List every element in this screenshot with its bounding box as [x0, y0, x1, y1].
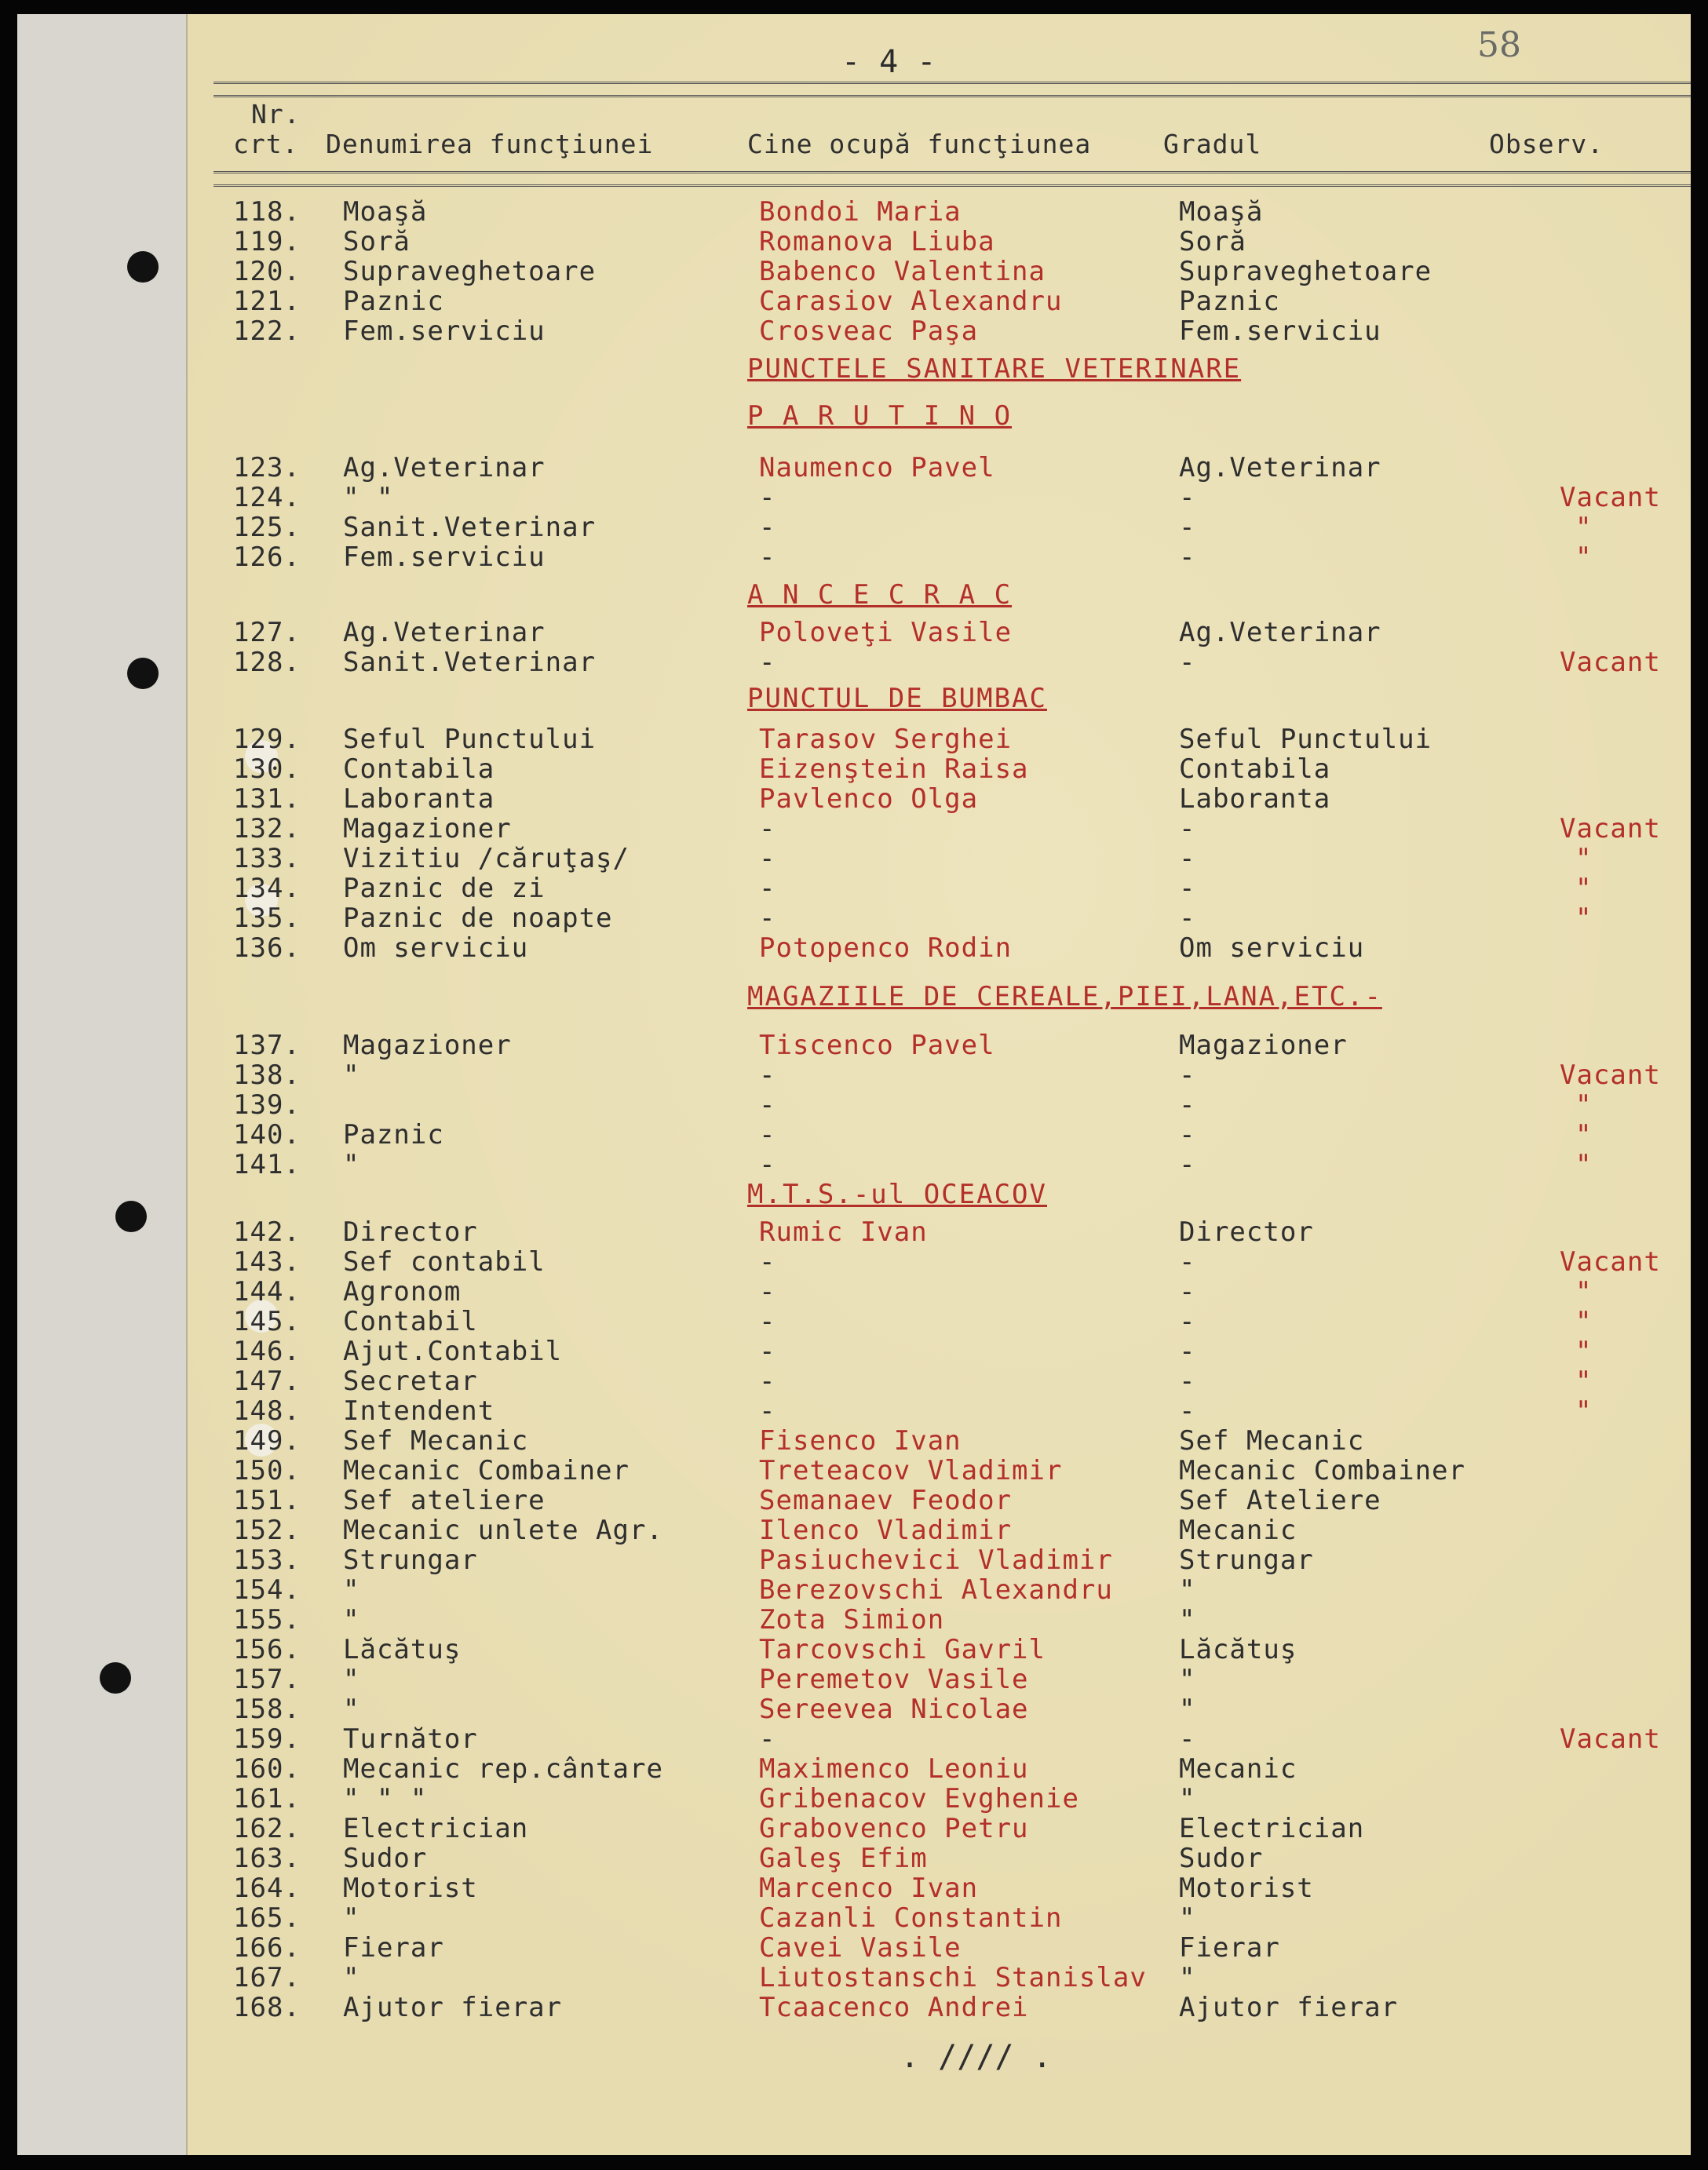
grade: Sef Mecanic — [1179, 1425, 1365, 1457]
row-number: 161. — [233, 1783, 301, 1814]
holder-name: Cazanli Constantin — [759, 1902, 1063, 1934]
function-name: Paznic — [343, 1119, 444, 1151]
function-name: Sudor — [343, 1843, 428, 1874]
grade: Laboranta — [1179, 783, 1331, 815]
grade: - — [1179, 1276, 1196, 1307]
holder-name: Semanaev Feodor — [759, 1485, 1013, 1516]
function-name: Sanit.Veterinar — [343, 647, 597, 678]
holder-name: Cavei Vasile — [759, 1932, 962, 1964]
row-number: 119. — [233, 226, 301, 257]
footer-mark: . //// . — [900, 2039, 1052, 2075]
table-row — [233, 1030, 1677, 1059]
function-name: Agronom — [343, 1276, 462, 1307]
grade: - — [1179, 542, 1196, 573]
header-crt: crt. — [233, 129, 299, 159]
holder-name: Ilenco Vladimir — [759, 1515, 1013, 1546]
grade: - — [1179, 1723, 1196, 1755]
function-name: " — [343, 1574, 360, 1606]
punch-hole — [115, 1201, 147, 1232]
holder-name: Poloveţi Vasile — [759, 617, 1013, 648]
grade: - — [1179, 647, 1196, 678]
table-row — [233, 1694, 1677, 1723]
grade: - — [1179, 903, 1196, 934]
table-row — [233, 1574, 1677, 1604]
table-row — [233, 1366, 1677, 1395]
function-name: " — [343, 1694, 360, 1725]
function-name: Paznic de zi — [343, 873, 546, 904]
row-number: 143. — [233, 1246, 301, 1278]
row-number: 140. — [233, 1119, 301, 1151]
grade: " — [1179, 1574, 1196, 1606]
holder-name: Crosveac Paşa — [759, 315, 979, 347]
grade: - — [1179, 1395, 1196, 1427]
table-row — [233, 1306, 1677, 1336]
table-row — [233, 512, 1677, 542]
function-name: " — [343, 1604, 360, 1636]
grade: Sudor — [1179, 1843, 1264, 1874]
grade: Fem.serviciu — [1179, 315, 1381, 347]
observation: " — [1575, 843, 1593, 874]
row-number: 162. — [233, 1813, 301, 1844]
observation: " — [1575, 1089, 1593, 1121]
observation: Vacant — [1560, 813, 1661, 844]
function-name: Contabil — [343, 1306, 478, 1337]
holder-name: Tiscenco Pavel — [759, 1030, 995, 1061]
observation: Vacant — [1560, 1246, 1661, 1278]
grade: Ag.Veterinar — [1179, 452, 1381, 483]
holder-name: - — [759, 1366, 776, 1397]
grade: Motorist — [1179, 1873, 1314, 1904]
function-name: Sef contabil — [343, 1246, 546, 1278]
holder-name: Pavlenco Olga — [759, 783, 979, 815]
table-row — [233, 226, 1677, 256]
table-row — [233, 1723, 1677, 1753]
grade: Magazioner — [1179, 1030, 1348, 1061]
row-number: 118. — [233, 196, 301, 228]
holder-name: - — [759, 542, 776, 573]
row-number: 145. — [233, 1306, 301, 1337]
function-name: Ag.Veterinar — [343, 452, 546, 483]
holder-name: Galeş Efim — [759, 1843, 928, 1874]
row-number: 134. — [233, 873, 301, 904]
section-heading: MAGAZIILE DE CEREALE,PIEI,LANA,ETC.- — [747, 981, 1382, 1012]
table-row — [233, 1813, 1677, 1843]
function-name: Magazioner — [343, 813, 512, 844]
row-number: 158. — [233, 1694, 301, 1725]
holder-name: - — [759, 512, 776, 543]
function-name: Secretar — [343, 1366, 478, 1397]
header-holder: Cine ocupă funcţiunea — [747, 129, 1092, 159]
punch-hole — [100, 1662, 131, 1694]
header-observations: Observ. — [1489, 129, 1604, 159]
row-number: 153. — [233, 1545, 301, 1576]
observation: Vacant — [1560, 647, 1661, 678]
holder-name: Carasiov Alexandru — [759, 286, 1063, 317]
function-name: Vizitiu /căruţaş/ — [343, 843, 630, 874]
row-number: 141. — [233, 1149, 301, 1180]
grade: - — [1179, 813, 1196, 844]
section-heading: PUNCTELE SANITARE VETERINARE — [747, 353, 1242, 385]
grade: Mecanic Combainer — [1179, 1455, 1465, 1486]
grade: - — [1179, 1119, 1196, 1151]
table-row — [233, 783, 1677, 813]
row-number: 131. — [233, 783, 301, 815]
observation: " — [1575, 1366, 1593, 1397]
grade: Seful Punctului — [1179, 724, 1432, 755]
grade: - — [1179, 873, 1196, 904]
table-row — [233, 1634, 1677, 1664]
observation: " — [1575, 1306, 1593, 1337]
observation: " — [1575, 542, 1593, 573]
function-name: Ag.Veterinar — [343, 617, 546, 648]
row-number: 125. — [233, 512, 301, 543]
grade: - — [1179, 512, 1196, 543]
function-name: Turnător — [343, 1723, 478, 1755]
grade: - — [1179, 1246, 1196, 1278]
observation: " — [1575, 1395, 1593, 1427]
holder-name: - — [759, 873, 776, 904]
observation: " — [1575, 1336, 1593, 1367]
table-row — [233, 724, 1677, 753]
row-number: 146. — [233, 1336, 301, 1367]
function-name: Strungar — [343, 1545, 478, 1576]
holder-name: - — [759, 903, 776, 934]
table-row — [233, 1089, 1677, 1119]
grade: Om serviciu — [1179, 932, 1365, 964]
observation: " — [1575, 512, 1593, 543]
row-number: 129. — [233, 724, 301, 755]
holder-name: Potopenco Rodin — [759, 932, 1013, 964]
grade: Director — [1179, 1216, 1314, 1248]
table-row — [233, 1216, 1677, 1246]
table-row — [233, 256, 1677, 286]
grade: Supraveghetoare — [1179, 256, 1432, 287]
row-number: 154. — [233, 1574, 301, 1606]
function-name: Electrician — [343, 1813, 529, 1844]
holder-name: Tcaacenco Andrei — [759, 1992, 1029, 2023]
grade: " — [1179, 1902, 1196, 1934]
function-name: Contabila — [343, 753, 495, 785]
grade: Ag.Veterinar — [1179, 617, 1381, 648]
row-number: 147. — [233, 1366, 301, 1397]
table-row — [233, 1059, 1677, 1089]
holder-name: - — [759, 1246, 776, 1278]
function-name: Laboranta — [343, 783, 495, 815]
table-row — [233, 1485, 1677, 1515]
function-name: Motorist — [343, 1873, 478, 1904]
table-row — [233, 196, 1677, 226]
row-number: 160. — [233, 1753, 301, 1785]
row-number: 149. — [233, 1425, 301, 1457]
row-number: 166. — [233, 1932, 301, 1964]
table-row — [233, 1425, 1677, 1455]
table-row — [233, 1783, 1677, 1813]
archive-mark: 58 — [1477, 25, 1521, 65]
table-row — [233, 1395, 1677, 1425]
punch-hole — [127, 251, 159, 283]
table-row — [233, 1119, 1677, 1149]
table-row — [233, 1992, 1677, 2022]
row-number: 128. — [233, 647, 301, 678]
function-name: Mecanic unlete Agr. — [343, 1515, 663, 1546]
table-row — [233, 1276, 1677, 1306]
grade: - — [1179, 1059, 1196, 1091]
grade: - — [1179, 1336, 1196, 1367]
holder-name: - — [759, 1149, 776, 1180]
row-number: 168. — [233, 1992, 301, 2023]
function-name: Supraveghetoare — [343, 256, 597, 287]
holder-name: Romanova Liuba — [759, 226, 995, 257]
header-rule-top — [214, 82, 1691, 97]
row-number: 126. — [233, 542, 301, 573]
grade: - — [1179, 1306, 1196, 1337]
holder-name: Sereevea Nicolae — [759, 1694, 1029, 1725]
holder-name: - — [759, 1336, 776, 1367]
function-name: " " — [343, 482, 394, 513]
function-name: Moaşă — [343, 196, 428, 228]
header-rule-bottom — [214, 171, 1691, 187]
table-row — [233, 1515, 1677, 1545]
row-number: 142. — [233, 1216, 301, 1248]
holder-name: Grabovenco Petru — [759, 1813, 1029, 1844]
grade: - — [1179, 1149, 1196, 1180]
holder-name: Tarasov Serghei — [759, 724, 1013, 755]
table-row — [233, 452, 1677, 482]
row-number: 139. — [233, 1089, 301, 1121]
grade: - — [1179, 843, 1196, 874]
table-row — [233, 1149, 1677, 1179]
holder-name: - — [759, 1306, 776, 1337]
row-number: 138. — [233, 1059, 301, 1091]
grade: Moaşă — [1179, 196, 1264, 228]
observation: Vacant — [1560, 1059, 1661, 1091]
holder-name: Maximenco Leoniu — [759, 1753, 1029, 1785]
section-heading: PUNCTUL DE BUMBAC — [747, 683, 1047, 714]
table-row — [233, 315, 1677, 345]
table-row — [233, 873, 1677, 903]
function-name: " — [343, 1059, 360, 1091]
grade: Sef Ateliere — [1179, 1485, 1381, 1516]
row-number: 135. — [233, 903, 301, 934]
table-row — [233, 1604, 1677, 1634]
binding-strip — [17, 14, 188, 2155]
observation: " — [1575, 873, 1593, 904]
row-number: 150. — [233, 1455, 301, 1486]
holder-name: - — [759, 1395, 776, 1427]
function-name: Fem.serviciu — [343, 315, 546, 347]
table-row — [233, 286, 1677, 315]
function-name: Ajut.Contabil — [343, 1336, 563, 1367]
table-row — [233, 932, 1677, 962]
table-row — [233, 1336, 1677, 1366]
observation: Vacant — [1560, 482, 1661, 513]
grade: " — [1179, 1783, 1196, 1814]
holder-name: Fisenco Ivan — [759, 1425, 962, 1457]
row-number: 132. — [233, 813, 301, 844]
row-number: 164. — [233, 1873, 301, 1904]
table-row — [233, 1932, 1677, 1962]
document-page — [17, 14, 1691, 2155]
table-row — [233, 542, 1677, 571]
observation: " — [1575, 1149, 1593, 1180]
function-name: " " " — [343, 1783, 428, 1814]
function-name: Paznic — [343, 286, 444, 317]
table-row — [233, 1664, 1677, 1694]
function-name: " — [343, 1962, 360, 1993]
row-number: 151. — [233, 1485, 301, 1516]
row-number: 155. — [233, 1604, 301, 1636]
table-row — [233, 1902, 1677, 1932]
holder-name: Marcenco Ivan — [759, 1873, 979, 1904]
row-number: 130. — [233, 753, 301, 785]
holder-name: - — [759, 1723, 776, 1755]
holder-name: Zota Simion — [759, 1604, 945, 1636]
row-number: 165. — [233, 1902, 301, 1934]
function-name: Director — [343, 1216, 478, 1248]
row-number: 157. — [233, 1664, 301, 1695]
holder-name: Naumenco Pavel — [759, 452, 995, 483]
grade: Electrician — [1179, 1813, 1365, 1844]
header-nr: Nr. — [251, 99, 301, 129]
holder-name: - — [759, 482, 776, 513]
function-name: Intendent — [343, 1395, 495, 1427]
grade: Strungar — [1179, 1545, 1314, 1576]
row-number: 120. — [233, 256, 301, 287]
row-number: 137. — [233, 1030, 301, 1061]
grade: Fierar — [1179, 1932, 1280, 1964]
grade: " — [1179, 1962, 1196, 1993]
holder-name: Babenco Valentina — [759, 256, 1046, 287]
grade: " — [1179, 1664, 1196, 1695]
observation: " — [1575, 1119, 1593, 1151]
row-number: 136. — [233, 932, 301, 964]
observation: " — [1575, 1276, 1593, 1307]
row-number: 152. — [233, 1515, 301, 1546]
row-number: 127. — [233, 617, 301, 648]
grade: Mecanic — [1179, 1515, 1297, 1546]
table-row — [233, 903, 1677, 932]
row-number: 159. — [233, 1723, 301, 1755]
grade: Lăcătuş — [1179, 1634, 1297, 1665]
function-name: Sef Mecanic — [343, 1425, 529, 1457]
section-heading: P A R U T I N O — [747, 400, 1013, 432]
row-number: 124. — [233, 482, 301, 513]
row-number: 122. — [233, 315, 301, 347]
holder-name: - — [759, 1059, 776, 1091]
function-name: Ajutor fierar — [343, 1992, 563, 2023]
function-name: " — [343, 1664, 360, 1695]
grade: " — [1179, 1604, 1196, 1636]
holder-name: - — [759, 1276, 776, 1307]
function-name: Fem.serviciu — [343, 542, 546, 573]
function-name: Paznic de noapte — [343, 903, 613, 934]
holder-name: - — [759, 843, 776, 874]
holder-name: - — [759, 1119, 776, 1151]
table-row — [233, 1246, 1677, 1276]
table-row — [233, 813, 1677, 843]
row-number: 123. — [233, 452, 301, 483]
table-row — [233, 1455, 1677, 1485]
function-name: Mecanic Combainer — [343, 1455, 630, 1486]
holder-name: Liutostanschi Stanislav — [759, 1962, 1147, 1993]
grade: Soră — [1179, 226, 1246, 257]
page-number: - 4 - — [841, 44, 936, 80]
table-row — [233, 482, 1677, 512]
holder-name: Bondoi Maria — [759, 196, 962, 228]
row-number: 156. — [233, 1634, 301, 1665]
function-name: " — [343, 1902, 360, 1934]
grade: Contabila — [1179, 753, 1331, 785]
holder-name: Rumic Ivan — [759, 1216, 928, 1248]
row-number: 148. — [233, 1395, 301, 1427]
function-name: " — [343, 1149, 360, 1180]
table-row — [233, 753, 1677, 783]
grade: - — [1179, 1366, 1196, 1397]
holder-name: Pasiuchevici Vladimir — [759, 1545, 1113, 1576]
table-row — [233, 1962, 1677, 1992]
grade: Mecanic — [1179, 1753, 1297, 1785]
row-number: 163. — [233, 1843, 301, 1874]
header-grade: Gradul — [1163, 129, 1262, 159]
punch-hole — [127, 658, 159, 689]
table-row — [233, 617, 1677, 647]
row-number: 167. — [233, 1962, 301, 1993]
table-row — [233, 1843, 1677, 1873]
grade: - — [1179, 1089, 1196, 1121]
function-name: Seful Punctului — [343, 724, 597, 755]
section-heading: A N C E C R A C — [747, 579, 1013, 611]
header-function: Denumirea funcţiunei — [326, 129, 654, 159]
holder-name: Peremetov Vasile — [759, 1664, 1029, 1695]
table-row — [233, 1753, 1677, 1783]
holder-name: Treteacov Vladimir — [759, 1455, 1063, 1486]
grade: Ajutor fierar — [1179, 1992, 1399, 2023]
table-row — [233, 843, 1677, 873]
table-row — [233, 1873, 1677, 1902]
row-number: 144. — [233, 1276, 301, 1307]
row-number: 121. — [233, 286, 301, 317]
function-name: Fierar — [343, 1932, 444, 1964]
holder-name: - — [759, 647, 776, 678]
holder-name: - — [759, 813, 776, 844]
holder-name: Eizenştein Raisa — [759, 753, 1029, 785]
observation: " — [1575, 903, 1593, 934]
function-name: Mecanic rep.cântare — [343, 1753, 663, 1785]
holder-name: Gribenacov Evghenie — [759, 1783, 1079, 1814]
grade: Paznic — [1179, 286, 1280, 317]
function-name: Lăcătuş — [343, 1634, 462, 1665]
holder-name: - — [759, 1089, 776, 1121]
holder-name: Tarcovschi Gavril — [759, 1634, 1046, 1665]
function-name: Sef ateliere — [343, 1485, 546, 1516]
section-heading: M.T.S.-ul OCEACOV — [747, 1179, 1047, 1210]
function-name: Magazioner — [343, 1030, 512, 1061]
grade: - — [1179, 482, 1196, 513]
table-row — [233, 1545, 1677, 1574]
table-row — [233, 647, 1677, 677]
function-name: Sanit.Veterinar — [343, 512, 597, 543]
holder-name: Berezovschi Alexandru — [759, 1574, 1113, 1606]
function-name: Soră — [343, 226, 411, 257]
row-number: 133. — [233, 843, 301, 874]
observation: Vacant — [1560, 1723, 1661, 1755]
function-name: Om serviciu — [343, 932, 529, 964]
grade: " — [1179, 1694, 1196, 1725]
